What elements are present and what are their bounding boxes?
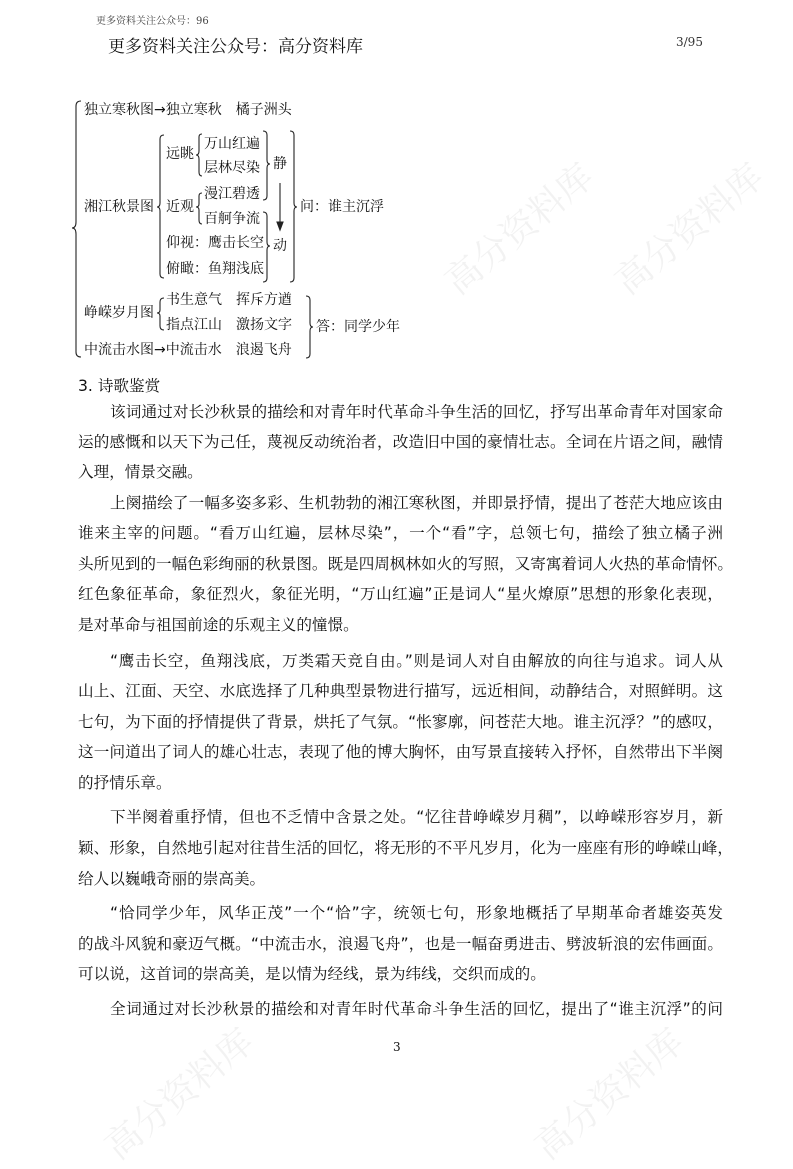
text-line: 给人以巍峨奇丽的崇高美。 [78,870,266,888]
brace-dong [263,212,270,282]
diagram-item: 指点江山 激扬文字 [166,317,292,333]
text-line: 山上、江面、天空、水底选择了几种典型景物进行描写，远近相间，动静结合，对照鲜明。这 [78,682,723,700]
text-line: 该词通过对长沙秋景的描绘和对青年时代革命斗争生活的回忆，抒写出革命青年对国家命 [110,403,723,421]
watermark: 高分资料库 [437,156,602,304]
page-number: 3 [393,1040,401,1054]
brace-yuantiao [196,134,202,176]
diagram-fukan: 俯瞰：鱼翔浅底 [166,261,264,277]
watermark: 高分资料库 [97,1021,262,1169]
diagram-dong: 动 [273,238,287,254]
diagram-question: 问：谁主沉浮 [300,199,384,215]
text-line: 谁来主宰的问题。“看万山红遍，层林尽染”，一个“看”字，总领七句，描绘了独立橘子洲 [78,524,723,542]
header-small-text: 更多资料关注公众号：96 [96,16,209,27]
diagram-jing: 静 [273,156,287,172]
diagram-row-duli: 独立寒秋图→独立寒秋 橘子洲头 [84,102,292,118]
diagram-item: 万山红遍 [204,136,260,152]
text-line: 颖、形象，自然地引起对往昔生活的回忆，将无形的不平凡岁月，化为一座座有形的峥嵘山峰， [78,839,733,857]
diagram-item: 漫江碧透 [204,186,260,202]
watermark: 高分资料库 [607,156,772,304]
brace-zhengrong [157,298,164,330]
text-line: 全词通过对长沙秋景的描绘和对青年时代革命斗争生活的回忆，提出了“谁主沉浮”的问 [110,1000,723,1018]
diagram-yangshi: 仰视：鹰击长空 [166,235,264,251]
diagram-yuantiao: 远眺 [166,146,194,162]
diagram-answer: 答：同学少年 [316,319,400,335]
text-line: 是对革命与祖国前途的乐观主义的憧憬。 [78,616,359,634]
diagram-xiangjiang-title: 湘江秋景图 [84,199,154,215]
header-title: 更多资料关注公众号：高分资料库 [108,37,363,57]
brace-jing [263,131,270,200]
diagram-item: 层林尽染 [204,160,260,176]
brace-answer [306,296,313,358]
brace-jinguan [196,193,202,224]
text-line: 上阕描绘了一幅多姿多彩、生机勃勃的湘江寒秋图，并即景抒情，提出了苍茫大地应该由 [110,494,723,512]
diagram-jinguan: 近观 [166,199,194,215]
text-line: 入理，情景交融。 [78,463,203,481]
section-heading: 3. 诗歌鉴赏 [78,377,161,395]
brace-main [72,101,81,357]
diagram-item: 百舸争流 [204,211,260,227]
text-line: “恰同学少年，风华正茂”一个“恰”字，统领七句，形象地概括了早期革命者雄姿英发 [110,904,723,922]
arrow-head-icon [277,222,283,230]
diagram-zhengrong-title: 峥嵘岁月图 [84,305,154,321]
text-line: 红色象征革命，象征烈火，象征光明，“万山红遍”正是词人“星火燎原”思想的形象化表现， [78,585,723,603]
text-line: 下半阕着重抒情，但也不乏情中含景之处。“忆往昔峥嵘岁月稠”，以峥嵘形容岁月，新 [110,808,723,826]
text-line: 可以说，这首词的崇高美，是以情为经线，景为纬线，交织而成的。 [78,965,546,983]
text-line: 运的感慨和以天下为己任，蔑视反动统治者，改造旧中国的豪情壮志。全词在片语之间，融情 [78,433,723,451]
brace-xiangjiang [157,135,164,278]
text-line: 头所见到的一幅色彩绚丽的秋景图。既是四周枫林如火的写照，又寄寓着词人火热的革命情怀。 [78,555,733,573]
text-line: 这一问道出了词人的雄心壮志，表现了他的博大胸怀，由写景直接转入抒怀，自然带出下半阕 [78,743,723,761]
text-line: 七句，为下面的抒情提供了背景，烘托了气氛。“怅寥廓，问苍茫大地。谁主沉浮？”的感叹， [78,713,723,731]
text-line: 的战斗风貌和豪迈气概。“中流击水，浪遏飞舟”，也是一幅奋勇进击、劈波斩浪的宏伟画面。 [78,935,723,953]
text-line: 的抒情乐章。 [78,774,172,792]
page-indicator: 3/95 [676,35,703,49]
watermark: 高分资料库 [527,1021,692,1169]
text-line: “鹰击长空，鱼翔浅底，万类霜天竞自由。”则是词人对自由解放的向往与追求。词人从 [110,652,723,670]
diagram-row-zhongliu: 中流击水图→中流击水 浪遏飞舟 [84,342,292,358]
diagram-item: 书生意气 挥斥方遒 [166,292,292,308]
brace-question [290,131,297,282]
